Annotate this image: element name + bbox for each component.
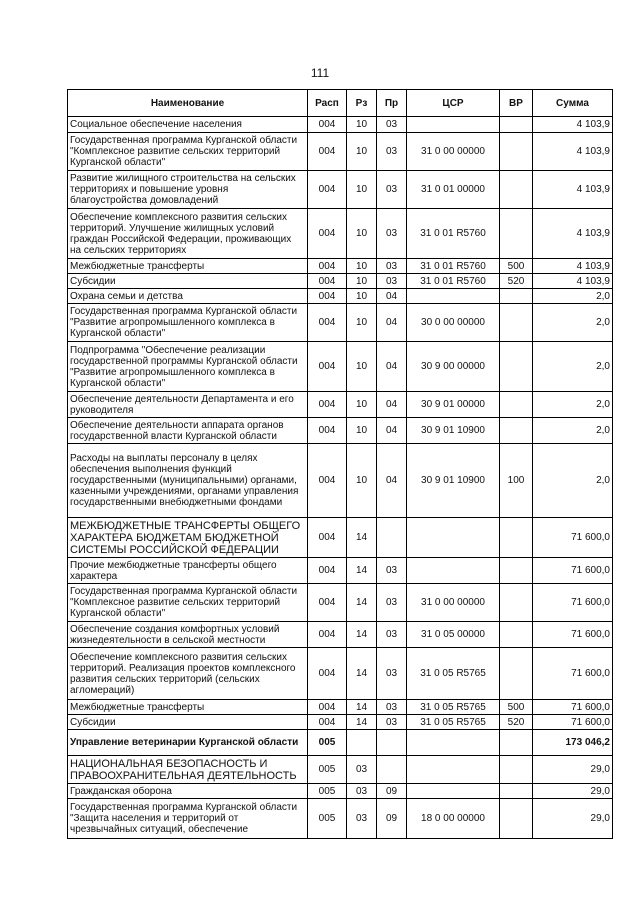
- table-row: [68, 730, 613, 756]
- header-sum: Сумма: [533, 90, 613, 117]
- cell-name: Государственная программа Курганской области "Комплексное развитие сельских территорий Курганской области": [68, 133, 308, 171]
- table-row: [68, 392, 613, 418]
- cell-name: Подпрограмма "Обеспечение реализации государственной программы Курганской области "Развитие агропромышленного комплекса в Курганской области": [68, 342, 308, 392]
- cell-name: Обеспечение создания комфортных условий жизнедеятельности в сельской местности: [68, 622, 308, 648]
- table-header-row: [68, 90, 613, 117]
- cell-subsection: 03: [377, 715, 407, 730]
- cell-section: 10: [347, 304, 377, 342]
- cell-section: 10: [347, 274, 377, 289]
- cell-section: 10: [347, 171, 377, 209]
- cell-sum: 71 600,0: [533, 715, 613, 730]
- cell-sum: 4 103,9: [533, 209, 613, 259]
- cell-csr: 18 0 00 00000: [407, 799, 500, 839]
- cell-sum: 71 600,0: [533, 518, 613, 558]
- cell-vr: [500, 756, 533, 784]
- cell-code: 004: [308, 274, 347, 289]
- cell-code: 004: [308, 342, 347, 392]
- cell-csr: 31 0 01 R5760: [407, 274, 500, 289]
- cell-sum: 2,0: [533, 444, 613, 518]
- cell-subsection: 03: [377, 700, 407, 715]
- cell-subsection: [377, 730, 407, 756]
- cell-section: 14: [347, 700, 377, 715]
- cell-vr: 500: [500, 259, 533, 274]
- header-csr: ЦСР: [407, 90, 500, 117]
- cell-csr: 30 9 01 10900: [407, 418, 500, 444]
- cell-csr: 31 0 01 R5760: [407, 259, 500, 274]
- cell-code: 004: [308, 117, 347, 133]
- cell-subsection: 09: [377, 799, 407, 839]
- cell-subsection: 03: [377, 584, 407, 622]
- table-row: [68, 784, 613, 799]
- table-row: [68, 584, 613, 622]
- cell-vr: [500, 289, 533, 304]
- table-row: [68, 444, 613, 518]
- cell-subsection: 04: [377, 342, 407, 392]
- cell-section: 14: [347, 558, 377, 584]
- cell-csr: [407, 558, 500, 584]
- cell-section: 10: [347, 444, 377, 518]
- cell-section: 10: [347, 342, 377, 392]
- cell-csr: [407, 117, 500, 133]
- cell-name: Субсидии: [68, 274, 308, 289]
- cell-sum: 71 600,0: [533, 648, 613, 700]
- cell-subsection: 04: [377, 289, 407, 304]
- cell-csr: [407, 730, 500, 756]
- cell-name: Расходы на выплаты персоналу в целях обеспечения выполнения функций государственными (муниципальными) органами, казенными учреждениями, органами управления государственными внебюджетными фондами: [68, 444, 308, 518]
- cell-name: Субсидии: [68, 715, 308, 730]
- table-row: [68, 622, 613, 648]
- cell-vr: [500, 648, 533, 700]
- cell-name: Межбюджетные трансферты: [68, 700, 308, 715]
- cell-subsection: 04: [377, 304, 407, 342]
- cell-vr: 100: [500, 444, 533, 518]
- cell-csr: 31 0 01 R5760: [407, 209, 500, 259]
- cell-section: 03: [347, 799, 377, 839]
- cell-code: 004: [308, 648, 347, 700]
- table-row: [68, 274, 613, 289]
- cell-vr: [500, 392, 533, 418]
- cell-section: 10: [347, 289, 377, 304]
- header-vr: ВР: [500, 90, 533, 117]
- cell-section: 14: [347, 622, 377, 648]
- cell-vr: [500, 304, 533, 342]
- cell-csr: 31 0 05 R5765: [407, 700, 500, 715]
- cell-csr: [407, 756, 500, 784]
- cell-subsection: 03: [377, 133, 407, 171]
- cell-csr: [407, 289, 500, 304]
- table-row: [68, 558, 613, 584]
- header-name: Наименование: [68, 90, 308, 117]
- cell-csr: 31 0 00 00000: [407, 584, 500, 622]
- cell-vr: 520: [500, 715, 533, 730]
- cell-subsection: [377, 756, 407, 784]
- cell-code: 004: [308, 622, 347, 648]
- cell-vr: [500, 799, 533, 839]
- cell-sum: 4 103,9: [533, 133, 613, 171]
- cell-csr: 30 9 01 00000: [407, 392, 500, 418]
- header-code: Расп: [308, 90, 347, 117]
- cell-subsection: 03: [377, 558, 407, 584]
- cell-code: 004: [308, 209, 347, 259]
- cell-sum: 29,0: [533, 784, 613, 799]
- cell-csr: 31 0 05 00000: [407, 622, 500, 648]
- cell-sum: 2,0: [533, 289, 613, 304]
- cell-name: Межбюджетные трансферты: [68, 259, 308, 274]
- cell-csr: 31 0 00 00000: [407, 133, 500, 171]
- cell-subsection: 03: [377, 259, 407, 274]
- cell-csr: 30 9 01 10900: [407, 444, 500, 518]
- cell-section: 14: [347, 584, 377, 622]
- cell-sum: 2,0: [533, 304, 613, 342]
- table-row: [68, 342, 613, 392]
- cell-code: 004: [308, 304, 347, 342]
- cell-code: 004: [308, 289, 347, 304]
- cell-code: 005: [308, 799, 347, 839]
- cell-vr: [500, 209, 533, 259]
- table-row: [68, 700, 613, 715]
- cell-section: 03: [347, 756, 377, 784]
- cell-csr: 31 0 01 00000: [407, 171, 500, 209]
- table-row: [68, 209, 613, 259]
- cell-name: Государственная программа Курганской области "Развитие агропромышленного комплекса в Курганской области": [68, 304, 308, 342]
- cell-vr: [500, 558, 533, 584]
- cell-name: Социальное обеспечение населения: [68, 117, 308, 133]
- header-section: Рз: [347, 90, 377, 117]
- cell-subsection: 03: [377, 117, 407, 133]
- cell-subsection: 03: [377, 648, 407, 700]
- cell-name: НАЦИОНАЛЬНАЯ БЕЗОПАСНОСТЬ И ПРАВООХРАНИТЕЛЬНАЯ ДЕЯТЕЛЬНОСТЬ: [68, 756, 308, 784]
- cell-csr: 31 0 05 R5765: [407, 648, 500, 700]
- cell-name: Прочие межбюджетные трансферты общего характера: [68, 558, 308, 584]
- cell-name: Государственная программа Курганской области "Защита населения и территорий от чрезвычайных ситуаций, обеспечение: [68, 799, 308, 839]
- cell-subsection: 04: [377, 444, 407, 518]
- cell-section: 10: [347, 133, 377, 171]
- cell-subsection: 03: [377, 274, 407, 289]
- cell-sum: 29,0: [533, 756, 613, 784]
- cell-vr: [500, 342, 533, 392]
- cell-name: Обеспечение деятельности Департамента и его руководителя: [68, 392, 308, 418]
- cell-section: 10: [347, 418, 377, 444]
- cell-code: 004: [308, 418, 347, 444]
- cell-code: 004: [308, 518, 347, 558]
- cell-subsection: 03: [377, 209, 407, 259]
- cell-subsection: 09: [377, 784, 407, 799]
- cell-code: 005: [308, 756, 347, 784]
- cell-subsection: 04: [377, 418, 407, 444]
- cell-name: Обеспечение комплексного развития сельских территорий. Улучшение жилищных условий граждан Российской Федерации, проживающих на сельских территориях: [68, 209, 308, 259]
- table-row: [68, 756, 613, 784]
- cell-vr: [500, 117, 533, 133]
- cell-code: 004: [308, 133, 347, 171]
- cell-section: 10: [347, 259, 377, 274]
- cell-code: 004: [308, 171, 347, 209]
- cell-code: 005: [308, 730, 347, 756]
- table-row: [68, 304, 613, 342]
- cell-csr: [407, 784, 500, 799]
- header-subsection: Пр: [377, 90, 407, 117]
- cell-section: 10: [347, 392, 377, 418]
- cell-code: 004: [308, 700, 347, 715]
- cell-csr: 30 9 00 00000: [407, 342, 500, 392]
- cell-sum: 71 600,0: [533, 700, 613, 715]
- table-row: [68, 133, 613, 171]
- page-number: 111: [310, 66, 330, 80]
- cell-subsection: 03: [377, 171, 407, 209]
- cell-name: Обеспечение деятельности аппарата органов государственной власти Курганской области: [68, 418, 308, 444]
- table-body: [68, 117, 613, 839]
- cell-sum: 2,0: [533, 418, 613, 444]
- cell-sum: 4 103,9: [533, 274, 613, 289]
- cell-vr: 500: [500, 700, 533, 715]
- cell-sum: 4 103,9: [533, 117, 613, 133]
- cell-csr: [407, 518, 500, 558]
- cell-code: 005: [308, 784, 347, 799]
- cell-sum: 2,0: [533, 392, 613, 418]
- table-row: [68, 418, 613, 444]
- table-row: [68, 799, 613, 839]
- cell-sum: 4 103,9: [533, 259, 613, 274]
- cell-code: 004: [308, 715, 347, 730]
- cell-name: Управление ветеринарии Курганской области: [68, 730, 308, 756]
- cell-vr: [500, 730, 533, 756]
- table-row: [68, 648, 613, 700]
- cell-code: 004: [308, 558, 347, 584]
- cell-subsection: [377, 518, 407, 558]
- cell-vr: [500, 784, 533, 799]
- cell-sum: 2,0: [533, 342, 613, 392]
- cell-vr: [500, 518, 533, 558]
- cell-sum: 71 600,0: [533, 622, 613, 648]
- cell-name: Развитие жилищного строительства на сельских территориях и повышение уровня благоустройства домовладений: [68, 171, 308, 209]
- cell-code: 004: [308, 259, 347, 274]
- cell-name: Охрана семьи и детства: [68, 289, 308, 304]
- cell-section: 14: [347, 518, 377, 558]
- cell-subsection: 04: [377, 392, 407, 418]
- cell-csr: 30 0 00 00000: [407, 304, 500, 342]
- table-row: [68, 518, 613, 558]
- cell-name: МЕЖБЮДЖЕТНЫЕ ТРАНСФЕРТЫ ОБЩЕГО ХАРАКТЕРА БЮДЖЕТАМ БЮДЖЕТНОЙ СИСТЕМЫ РОССИЙСКОЙ ФЕДЕРАЦИИ: [68, 518, 308, 558]
- cell-name: Обеспечение комплексного развития сельских территорий. Реализация проектов комплексного развития сельских территорий (сельских агломераций): [68, 648, 308, 700]
- table-row: [68, 117, 613, 133]
- cell-vr: [500, 584, 533, 622]
- cell-section: [347, 730, 377, 756]
- cell-sum: 173 046,2: [533, 730, 613, 756]
- cell-code: 004: [308, 584, 347, 622]
- cell-sum: 29,0: [533, 799, 613, 839]
- cell-vr: 520: [500, 274, 533, 289]
- table-row: [68, 259, 613, 274]
- cell-subsection: 03: [377, 622, 407, 648]
- table-row: [68, 171, 613, 209]
- cell-section: 14: [347, 648, 377, 700]
- cell-csr: 31 0 05 R5765: [407, 715, 500, 730]
- cell-vr: [500, 418, 533, 444]
- table-row: [68, 715, 613, 730]
- cell-section: 10: [347, 117, 377, 133]
- cell-name: Гражданская оборона: [68, 784, 308, 799]
- cell-name: Государственная программа Курганской области "Комплексное развитие сельских территорий Курганской области": [68, 584, 308, 622]
- table-row: [68, 289, 613, 304]
- cell-sum: 71 600,0: [533, 584, 613, 622]
- cell-vr: [500, 622, 533, 648]
- cell-sum: 4 103,9: [533, 171, 613, 209]
- cell-section: 10: [347, 209, 377, 259]
- cell-sum: 71 600,0: [533, 558, 613, 584]
- cell-vr: [500, 171, 533, 209]
- budget-table: [67, 89, 613, 839]
- cell-code: 004: [308, 392, 347, 418]
- cell-section: 03: [347, 784, 377, 799]
- cell-section: 14: [347, 715, 377, 730]
- cell-code: 004: [308, 444, 347, 518]
- cell-vr: [500, 133, 533, 171]
